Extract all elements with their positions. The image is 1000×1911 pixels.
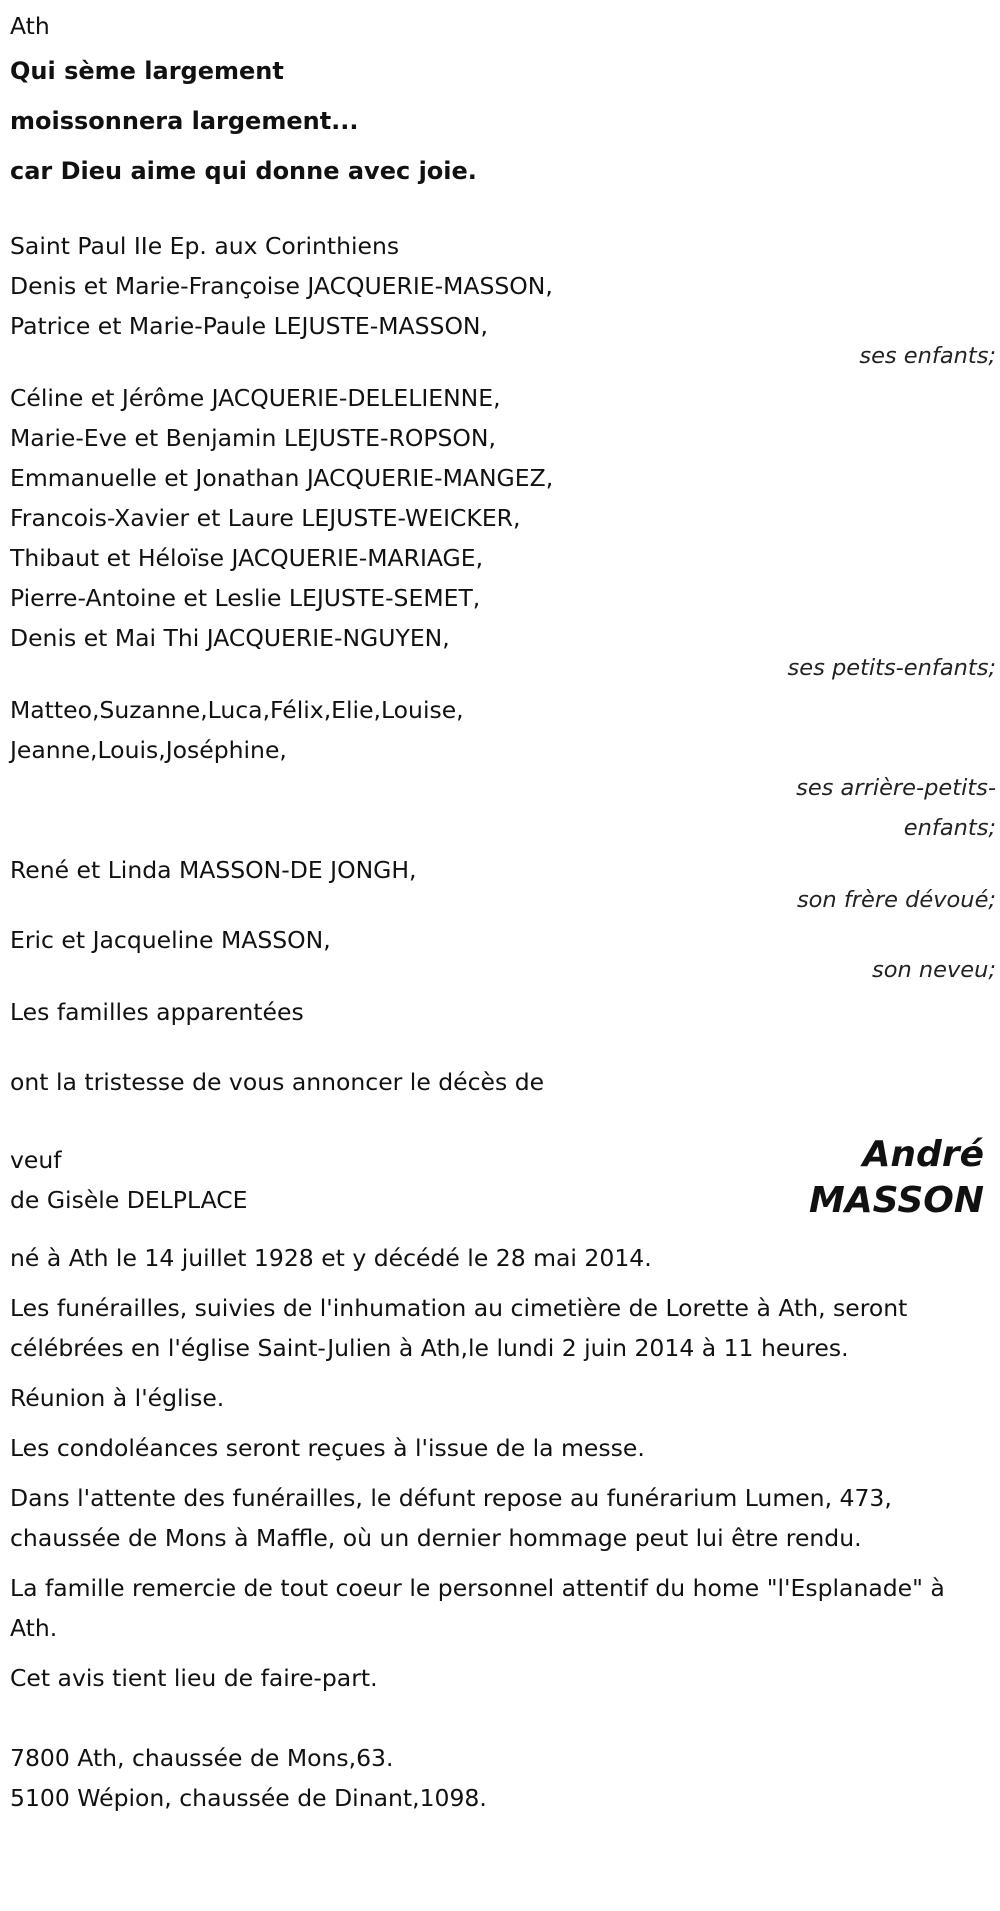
deceased-last-name: MASSON	[809, 1180, 984, 1221]
family-name-line: Céline et Jérôme JACQUERIE-DELELIENNE,	[10, 384, 501, 412]
great-grandchildren-section	[10, 690, 996, 770]
detail-paragraph: Réunion à l'église.	[10, 1384, 225, 1412]
family-name-line: Pierre-Antoine et Leslie LEJUSTE-SEMET,	[10, 584, 481, 612]
relation-label: ses petits-enfants;	[787, 655, 996, 681]
children-section	[10, 266, 996, 346]
address-line: 7800 Ath, chaussée de Mons,63.	[10, 1744, 394, 1772]
relation-label: ses arrière-petits- enfants;	[796, 775, 996, 841]
family-name-line: Denis et Marie-Françoise JACQUERIE-MASSON,	[10, 272, 553, 300]
quote-line: moissonnera largement...	[10, 107, 359, 135]
deceased-section	[10, 1132, 996, 1222]
detail-paragraph: né à Ath le 14 juillet 1928 et y décédé le 28 mai 2014.	[10, 1244, 652, 1272]
detail-paragraph: Cet avis tient lieu de faire-part.	[10, 1664, 378, 1692]
relation-label: ses enfants;	[859, 343, 996, 369]
quote-source: Saint Paul IIe Ep. aux Corinthiens	[10, 232, 400, 260]
deceased-first-name: André	[862, 1134, 984, 1175]
details-section	[10, 1238, 996, 1698]
deceased-name	[684, 1132, 984, 1222]
detail-paragraph: Les funérailles, suivies de l'inhumation au cimetière de Lorette à Ath, seront célébrées en l'église Saint-Julien à Ath,le lundi 2 juin 2014 à 11 heures.	[10, 1294, 908, 1362]
family-name-line: René et Linda MASSON-DE JONGH,	[10, 856, 417, 884]
family-name-line: Francois-Xavier et Laure LEJUSTE-WEICKER,	[10, 504, 521, 532]
quote-line: Qui sème largement	[10, 57, 284, 85]
quote-block	[10, 46, 996, 196]
obituary-notice	[10, 6, 996, 1818]
family-name-line: Jeanne,Louis,Joséphine,	[10, 736, 287, 764]
address-block	[10, 1738, 996, 1818]
family-name-line: Thibaut et Héloïse JACQUERIE-MARIAGE,	[10, 544, 484, 572]
town-label: Ath	[10, 12, 50, 40]
family-name-line: Eric et Jacqueline MASSON,	[10, 926, 331, 954]
quote-line: car Dieu aime qui donne avec joie.	[10, 157, 477, 185]
family-name-line: Emmanuelle et Jonathan JACQUERIE-MANGEZ,	[10, 464, 554, 492]
family-name-line: Matteo,Suzanne,Luca,Félix,Elie,Louise,	[10, 696, 464, 724]
families-line: Les familles apparentées	[10, 998, 304, 1026]
relation-label: son frère dévoué;	[796, 887, 996, 913]
relation-label: son neveu;	[871, 957, 996, 983]
detail-paragraph: Les condoléances seront reçues à l'issue de la messe.	[10, 1434, 645, 1462]
grandchildren-section	[10, 378, 996, 658]
family-name-line: Marie-Eve et Benjamin LEJUSTE-ROPSON,	[10, 424, 496, 452]
announcement-line: ont la tristesse de vous annoncer le décès de	[10, 1068, 545, 1096]
detail-paragraph: La famille remercie de tout coeur le personnel attentif du home "l'Esplanade" à Ath.	[10, 1574, 945, 1642]
family-name-line: Patrice et Marie-Paule LEJUSTE-MASSON,	[10, 312, 488, 340]
detail-paragraph: Dans l'attente des funérailles, le défunt repose au funérarium Lumen, 473, chaussée de Mons à Maffle, où un dernier hommage peut lui être rendu.	[10, 1484, 892, 1552]
address-line: 5100 Wépion, chaussée de Dinant,1098.	[10, 1784, 487, 1812]
widower-label: veuf	[10, 1146, 62, 1174]
family-name-line: Denis et Mai Thi JACQUERIE-NGUYEN,	[10, 624, 450, 652]
spouse-name: de Gisèle DELPLACE	[10, 1186, 248, 1214]
